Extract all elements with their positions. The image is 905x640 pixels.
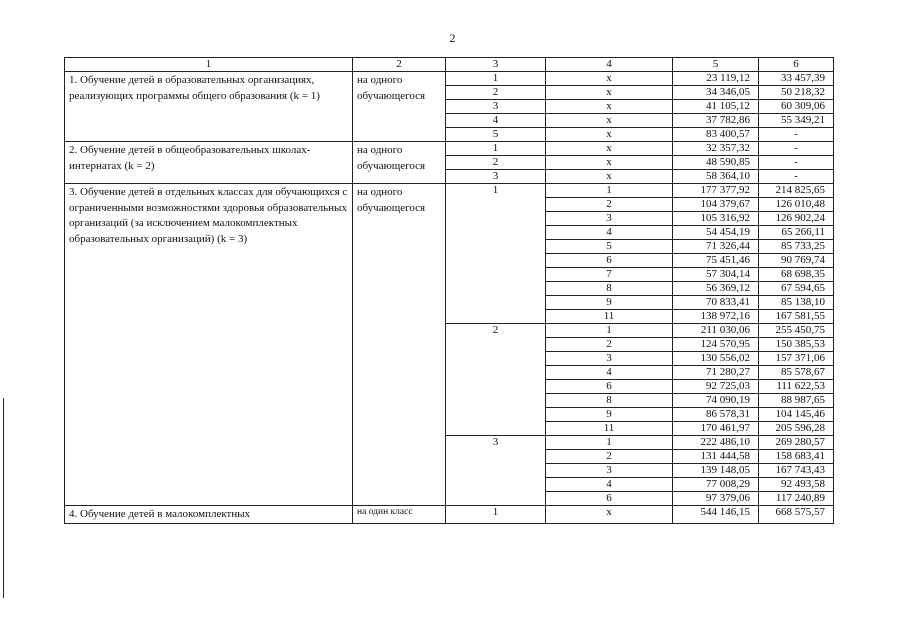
k-group-cell: 1 xyxy=(446,184,546,324)
value-col6-cell: 88 987,65 xyxy=(759,394,834,408)
value-col5-cell: 48 590,85 xyxy=(673,156,759,170)
value-col5-cell: 130 556,02 xyxy=(673,352,759,366)
section-unit: на одного обучающегося xyxy=(353,72,446,142)
value-col5-cell: 71 326,44 xyxy=(673,240,759,254)
value-col6-cell: 205 596,28 xyxy=(759,422,834,436)
tariff-table-body xyxy=(65,58,834,524)
value-col5-cell: 41 105,12 xyxy=(673,100,759,114)
value-col5-cell: 58 364,10 xyxy=(673,170,759,184)
value-col6-cell: 269 280,57 xyxy=(759,436,834,450)
header-cell: 1 xyxy=(65,58,353,72)
level-cell: 2 xyxy=(446,86,546,100)
class-cell: 4 xyxy=(546,366,673,380)
section-description: 4. Обучение детей в малокомплектных xyxy=(65,506,353,524)
class-cell: 2 xyxy=(546,450,673,464)
value-col5-cell: 131 444,58 xyxy=(673,450,759,464)
class-cell: х xyxy=(546,128,673,142)
value-col6-cell: 33 457,39 xyxy=(759,72,834,86)
value-col6-cell: 126 902,24 xyxy=(759,212,834,226)
class-cell: 6 xyxy=(546,380,673,394)
value-col5-cell: 23 119,12 xyxy=(673,72,759,86)
value-col5-cell: 71 280,27 xyxy=(673,366,759,380)
value-col6-cell: 90 769,74 xyxy=(759,254,834,268)
level-cell: 4 xyxy=(446,114,546,128)
class-cell: 2 xyxy=(546,198,673,212)
value-col6-cell: 85 578,67 xyxy=(759,366,834,380)
table-row xyxy=(65,142,834,156)
level-cell: 3 xyxy=(446,100,546,114)
value-col5-cell: 32 357,32 xyxy=(673,142,759,156)
value-col6-cell: - xyxy=(759,170,834,184)
class-cell: 11 xyxy=(546,310,673,324)
value-col5-cell: 124 570,95 xyxy=(673,338,759,352)
value-col6-cell: 668 575,57 xyxy=(759,506,834,524)
section-unit: на одного обучающегося xyxy=(353,184,446,506)
value-col5-cell: 57 304,14 xyxy=(673,268,759,282)
class-cell: 5 xyxy=(546,240,673,254)
value-col5-cell: 105 316,92 xyxy=(673,212,759,226)
class-cell: 9 xyxy=(546,408,673,422)
header-cell: 3 xyxy=(446,58,546,72)
value-col5-cell: 138 972,16 xyxy=(673,310,759,324)
value-col5-cell: 86 578,31 xyxy=(673,408,759,422)
class-cell: 4 xyxy=(546,226,673,240)
value-col6-cell: 60 309,06 xyxy=(759,100,834,114)
class-cell: 2 xyxy=(546,338,673,352)
class-cell: 6 xyxy=(546,254,673,268)
class-cell: х xyxy=(546,506,673,524)
value-col5-cell: 56 369,12 xyxy=(673,282,759,296)
value-col6-cell: 214 825,65 xyxy=(759,184,834,198)
class-cell: 4 xyxy=(546,478,673,492)
value-col6-cell: 126 010,48 xyxy=(759,198,834,212)
section-unit: на одного обучающегося xyxy=(353,142,446,184)
value-col6-cell: 157 371,06 xyxy=(759,352,834,366)
section-unit: на один класс xyxy=(353,506,446,524)
value-col6-cell: 111 622,53 xyxy=(759,380,834,394)
table-row xyxy=(65,184,834,198)
header-cell: 6 xyxy=(759,58,834,72)
value-col6-cell: 65 266,11 xyxy=(759,226,834,240)
page-number: 2 xyxy=(449,31,456,45)
value-col5-cell: 83 400,57 xyxy=(673,128,759,142)
value-col6-cell: 167 581,55 xyxy=(759,310,834,324)
class-cell: 11 xyxy=(546,422,673,436)
class-cell: 8 xyxy=(546,282,673,296)
class-cell: х xyxy=(546,156,673,170)
value-col5-cell: 37 782,86 xyxy=(673,114,759,128)
class-cell: х xyxy=(546,72,673,86)
scan-edge-line xyxy=(3,398,4,598)
level-cell: 1 xyxy=(446,142,546,156)
level-cell: 5 xyxy=(446,128,546,142)
k-group-cell: 2 xyxy=(446,324,546,436)
value-col6-cell: 92 493,58 xyxy=(759,478,834,492)
value-col5-cell: 222 486,10 xyxy=(673,436,759,450)
class-cell: 1 xyxy=(546,184,673,198)
class-cell: х xyxy=(546,170,673,184)
value-col6-cell: 68 698,35 xyxy=(759,268,834,282)
value-col5-cell: 170 461,97 xyxy=(673,422,759,436)
header-cell: 4 xyxy=(546,58,673,72)
section-description: 1. Обучение детей в образовательных организациях, реализующих программы общего образования (k = 1) xyxy=(65,72,353,142)
value-col6-cell: - xyxy=(759,142,834,156)
value-col6-cell: - xyxy=(759,156,834,170)
class-cell: 3 xyxy=(546,464,673,478)
class-cell: х xyxy=(546,100,673,114)
class-cell: 1 xyxy=(546,436,673,450)
value-col6-cell: - xyxy=(759,128,834,142)
section-description: 3. Обучение детей в отдельных классах для обучающихся с ограниченными возможностями здоровья образовательных организаций (за исключением малокомплектных образовательных организаций) (k = 3) xyxy=(65,184,353,506)
value-col5-cell: 139 148,05 xyxy=(673,464,759,478)
value-col6-cell: 150 385,53 xyxy=(759,338,834,352)
header-cell: 2 xyxy=(353,58,446,72)
table-row xyxy=(65,506,834,524)
value-col6-cell: 158 683,41 xyxy=(759,450,834,464)
value-col5-cell: 75 451,46 xyxy=(673,254,759,268)
k-group-cell: 3 xyxy=(446,436,546,506)
level-cell: 3 xyxy=(446,170,546,184)
value-col6-cell: 85 733,25 xyxy=(759,240,834,254)
value-col5-cell: 34 346,05 xyxy=(673,86,759,100)
value-col5-cell: 92 725,03 xyxy=(673,380,759,394)
value-col6-cell: 255 450,75 xyxy=(759,324,834,338)
k-group-cell: 1 xyxy=(446,506,546,524)
class-cell: 3 xyxy=(546,352,673,366)
class-cell: х xyxy=(546,114,673,128)
value-col6-cell: 167 743,43 xyxy=(759,464,834,478)
level-cell: 1 xyxy=(446,72,546,86)
section-description: 2. Обучение детей в общеобразовательных школах-интернатах (k = 2) xyxy=(65,142,353,184)
class-cell: х xyxy=(546,86,673,100)
value-col5-cell: 54 454,19 xyxy=(673,226,759,240)
class-cell: 7 xyxy=(546,268,673,282)
value-col6-cell: 85 138,10 xyxy=(759,296,834,310)
table-row xyxy=(65,72,834,86)
class-cell: х xyxy=(546,142,673,156)
value-col6-cell: 104 145,46 xyxy=(759,408,834,422)
class-cell: 6 xyxy=(546,492,673,506)
value-col5-cell: 211 030,06 xyxy=(673,324,759,338)
value-col5-cell: 104 379,67 xyxy=(673,198,759,212)
value-col5-cell: 97 379,06 xyxy=(673,492,759,506)
table-header-row xyxy=(65,58,834,72)
header-cell: 5 xyxy=(673,58,759,72)
level-cell: 2 xyxy=(446,156,546,170)
value-col6-cell: 67 594,65 xyxy=(759,282,834,296)
value-col5-cell: 544 146,15 xyxy=(673,506,759,524)
class-cell: 9 xyxy=(546,296,673,310)
value-col5-cell: 70 833,41 xyxy=(673,296,759,310)
value-col6-cell: 55 349,21 xyxy=(759,114,834,128)
tariff-table xyxy=(64,57,834,524)
class-cell: 1 xyxy=(546,324,673,338)
class-cell: 8 xyxy=(546,394,673,408)
value-col5-cell: 177 377,92 xyxy=(673,184,759,198)
value-col6-cell: 50 218,32 xyxy=(759,86,834,100)
value-col5-cell: 77 008,29 xyxy=(673,478,759,492)
tariff-table-wrapper xyxy=(64,57,834,524)
value-col5-cell: 74 090,19 xyxy=(673,394,759,408)
class-cell: 3 xyxy=(546,212,673,226)
value-col6-cell: 117 240,89 xyxy=(759,492,834,506)
